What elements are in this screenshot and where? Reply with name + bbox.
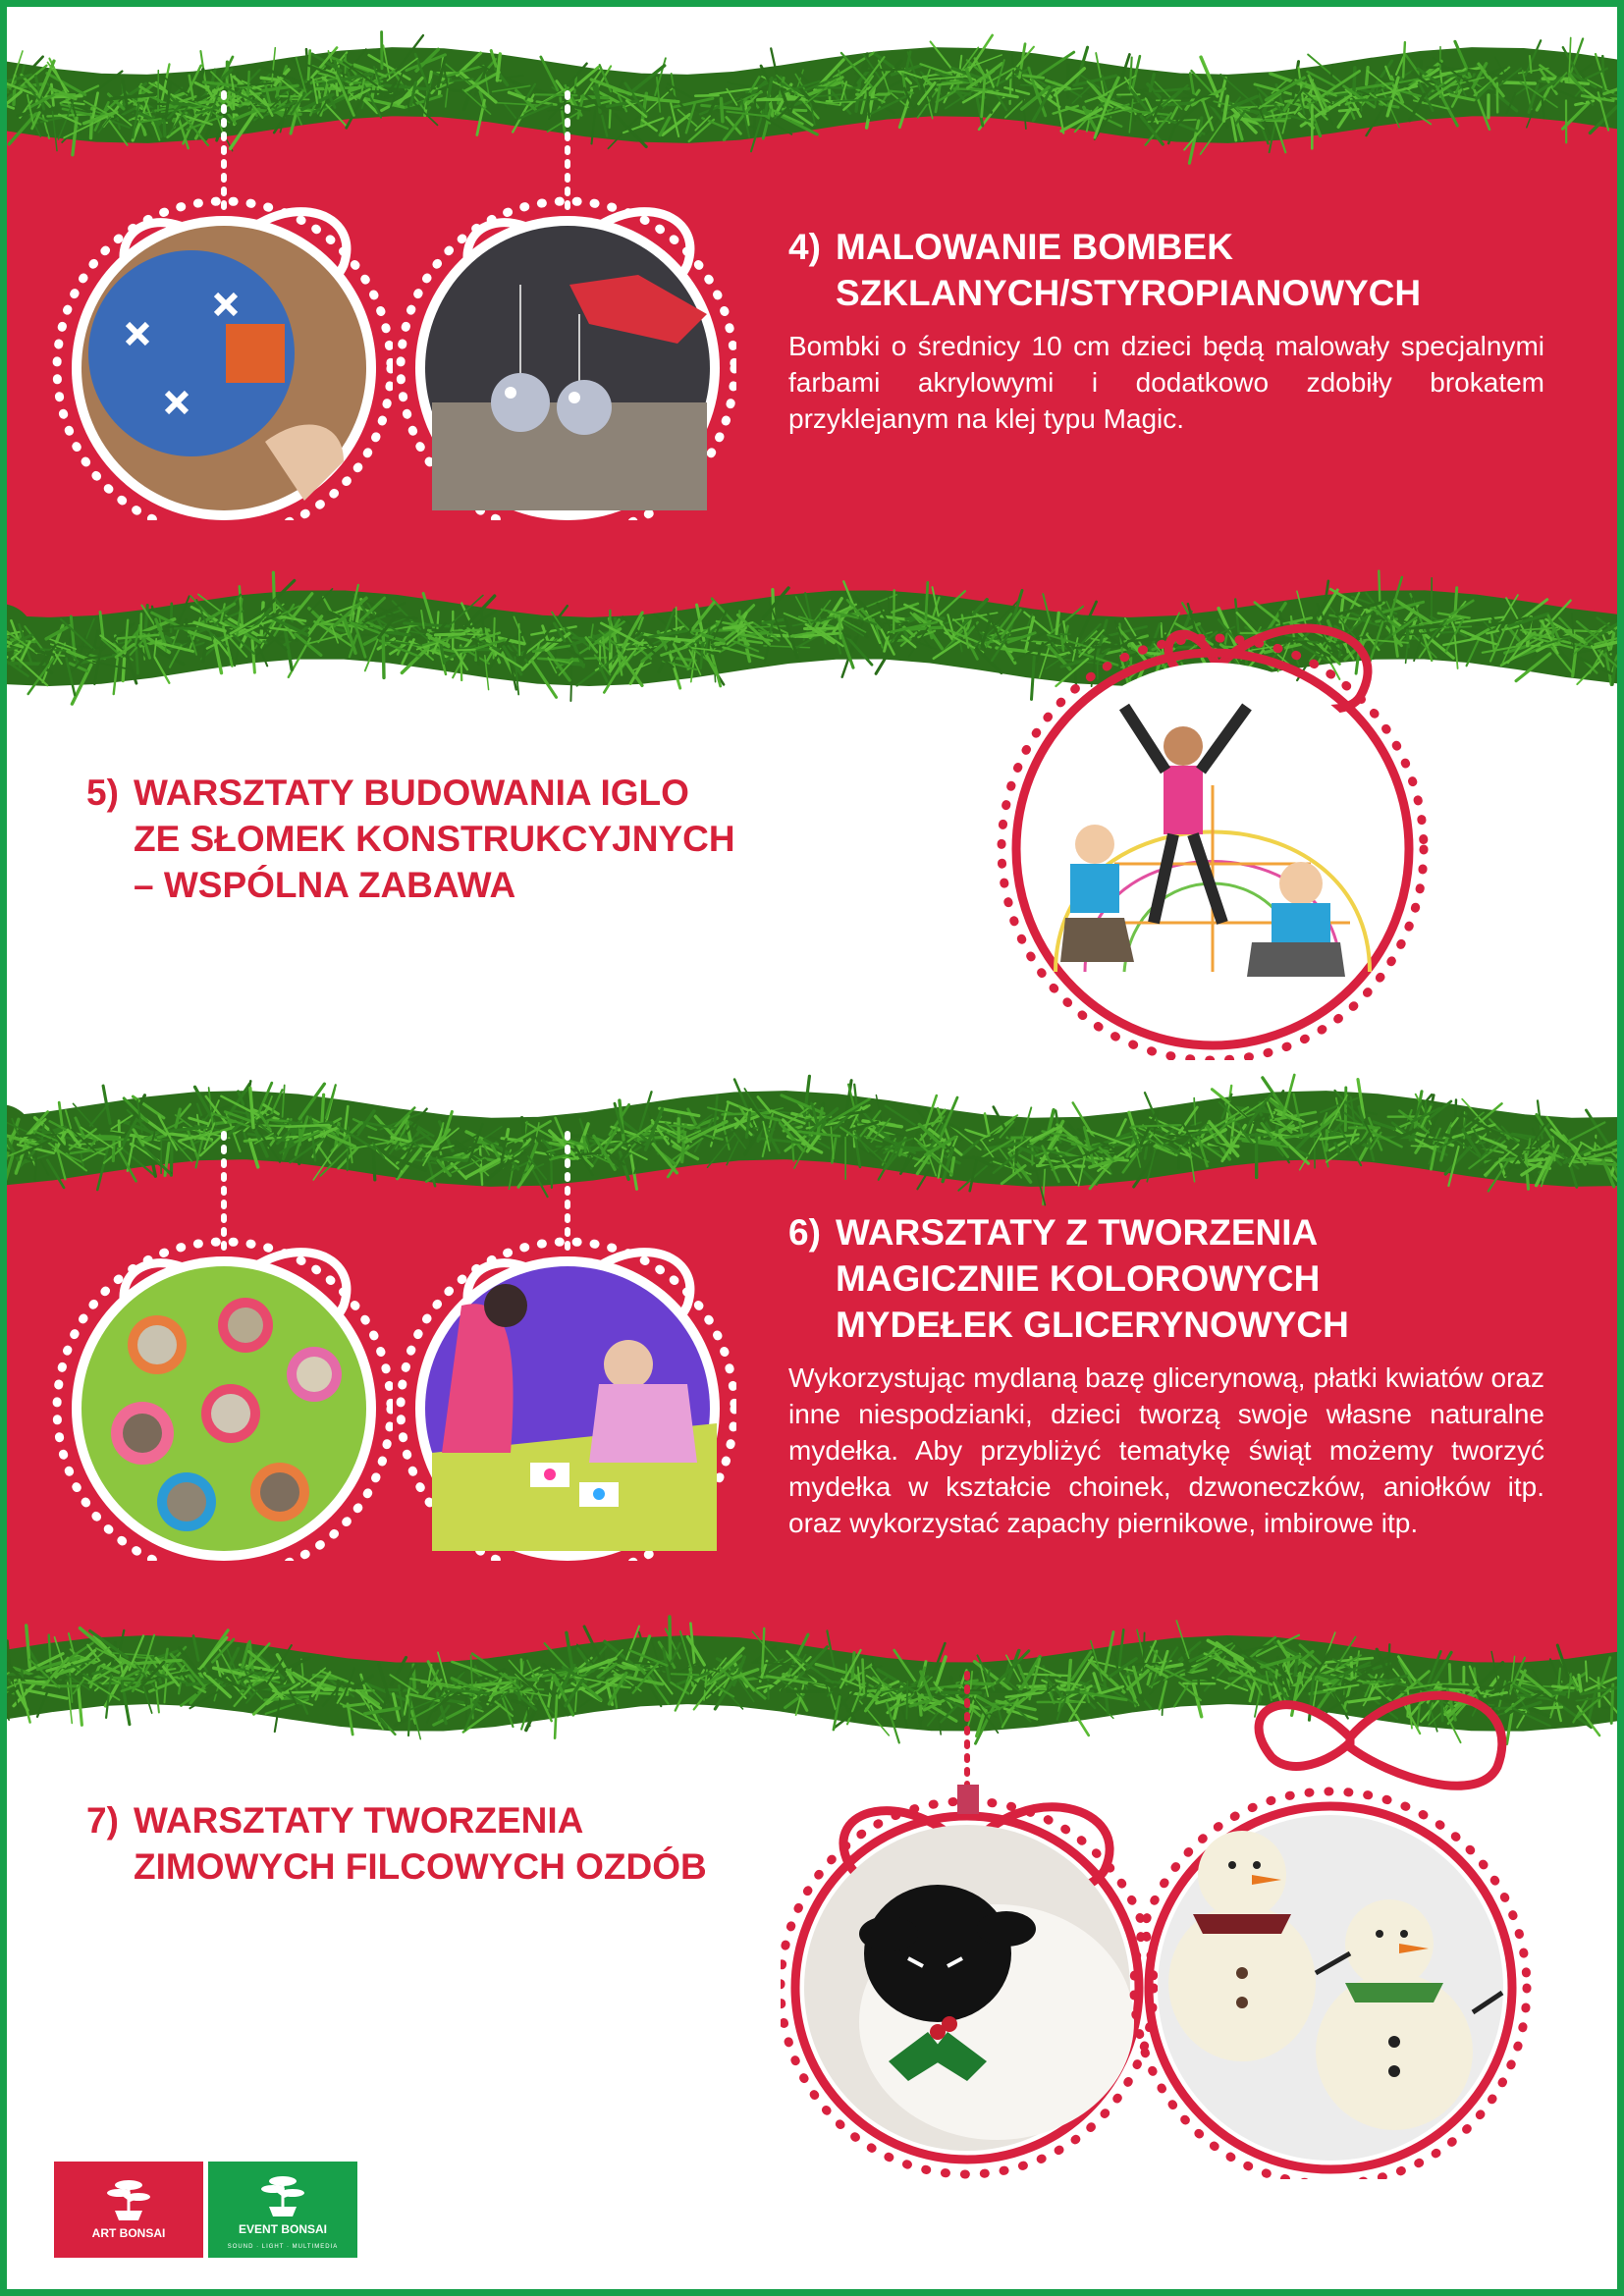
section-4-heading xyxy=(788,224,1544,316)
section-6-text xyxy=(788,1209,1544,1541)
section-6-title-line1: WARSZTATY Z TWORZENIA xyxy=(836,1212,1319,1253)
ornament-soap-molds-photo xyxy=(49,1129,393,1561)
section-5-title-line2: ZE SŁOMEK KONSTRUKCYJNYCH xyxy=(134,819,735,859)
section-4-description: Bombki o średnicy 10 cm dzieci będą malowały specjalnymi farbami akrylowymi i dodatkowo zdobiły brokatem przyklejanym na klej typu Magic. xyxy=(788,331,1544,434)
event-bonsai-logo xyxy=(208,2162,357,2258)
art-bonsai-logo xyxy=(54,2162,203,2258)
section-6-heading xyxy=(788,1209,1544,1348)
event-bonsai-logo-name: EVENT BONSAI xyxy=(238,2222,327,2236)
art-bonsai-logo-name: ART BONSAI xyxy=(91,2226,166,2240)
section-4-title-line2: SZKLANYCH/STYROPIANOWYCH xyxy=(836,273,1422,313)
section-5-number: 5) xyxy=(86,773,119,813)
bonsai-icon xyxy=(99,2175,158,2224)
section-4-text xyxy=(788,224,1544,437)
section-6-title-line3: MYDEŁEK GLICERYNOWYCH xyxy=(836,1305,1349,1345)
section-5-heading xyxy=(86,770,735,908)
section-5-title-line3: – WSPÓLNA ZABAWA xyxy=(134,865,516,905)
section-4-title-line1: MALOWANIE BOMBEK xyxy=(836,227,1233,267)
section-5-title-line1: WARSZTATY BUDOWANIA IGLO xyxy=(134,773,689,813)
section-7-title-line1: WARSZTATY TWORZENIA xyxy=(134,1800,584,1841)
ornament-painted-bauble-photo xyxy=(49,88,393,520)
ornament-glitter-baubles-photo xyxy=(393,88,736,520)
section-5-text xyxy=(86,770,735,908)
section-6-number: 6) xyxy=(788,1212,821,1253)
bonsai-icon xyxy=(253,2171,312,2220)
section-7-text xyxy=(86,1797,707,1890)
section-7-heading xyxy=(86,1797,707,1890)
section-6-description: Wykorzystując mydlaną bazę glicerynową, płatki kwiatów oraz inne niespodzianki, dzieci tworzą swoje własne naturalne mydełka. Aby przybliżyć tematykę świąt możemy tworzyć mydełka w kształcie choinek, dzwoneczków, aniołków itp. oraz wykorzystać zapachy piernikowe, imbirowe itp. xyxy=(788,1362,1544,1538)
ornament-straw-igloo-photo xyxy=(987,599,1448,1060)
section-7-number: 7) xyxy=(86,1800,119,1841)
section-6-title-line2: MAGICZNIE KOLOROWYCH xyxy=(836,1258,1321,1299)
ornament-children-workshop-photo xyxy=(393,1129,736,1561)
section-7-title-line2: ZIMOWYCH FILCOWYCH OZDÓB xyxy=(134,1846,707,1887)
section-4-number: 4) xyxy=(788,227,821,267)
ornament-felt-snowmen-photo xyxy=(1114,1669,1546,2179)
event-bonsai-logo-subtitle: SOUND · LIGHT · MULTIMEDIA xyxy=(227,2244,339,2250)
